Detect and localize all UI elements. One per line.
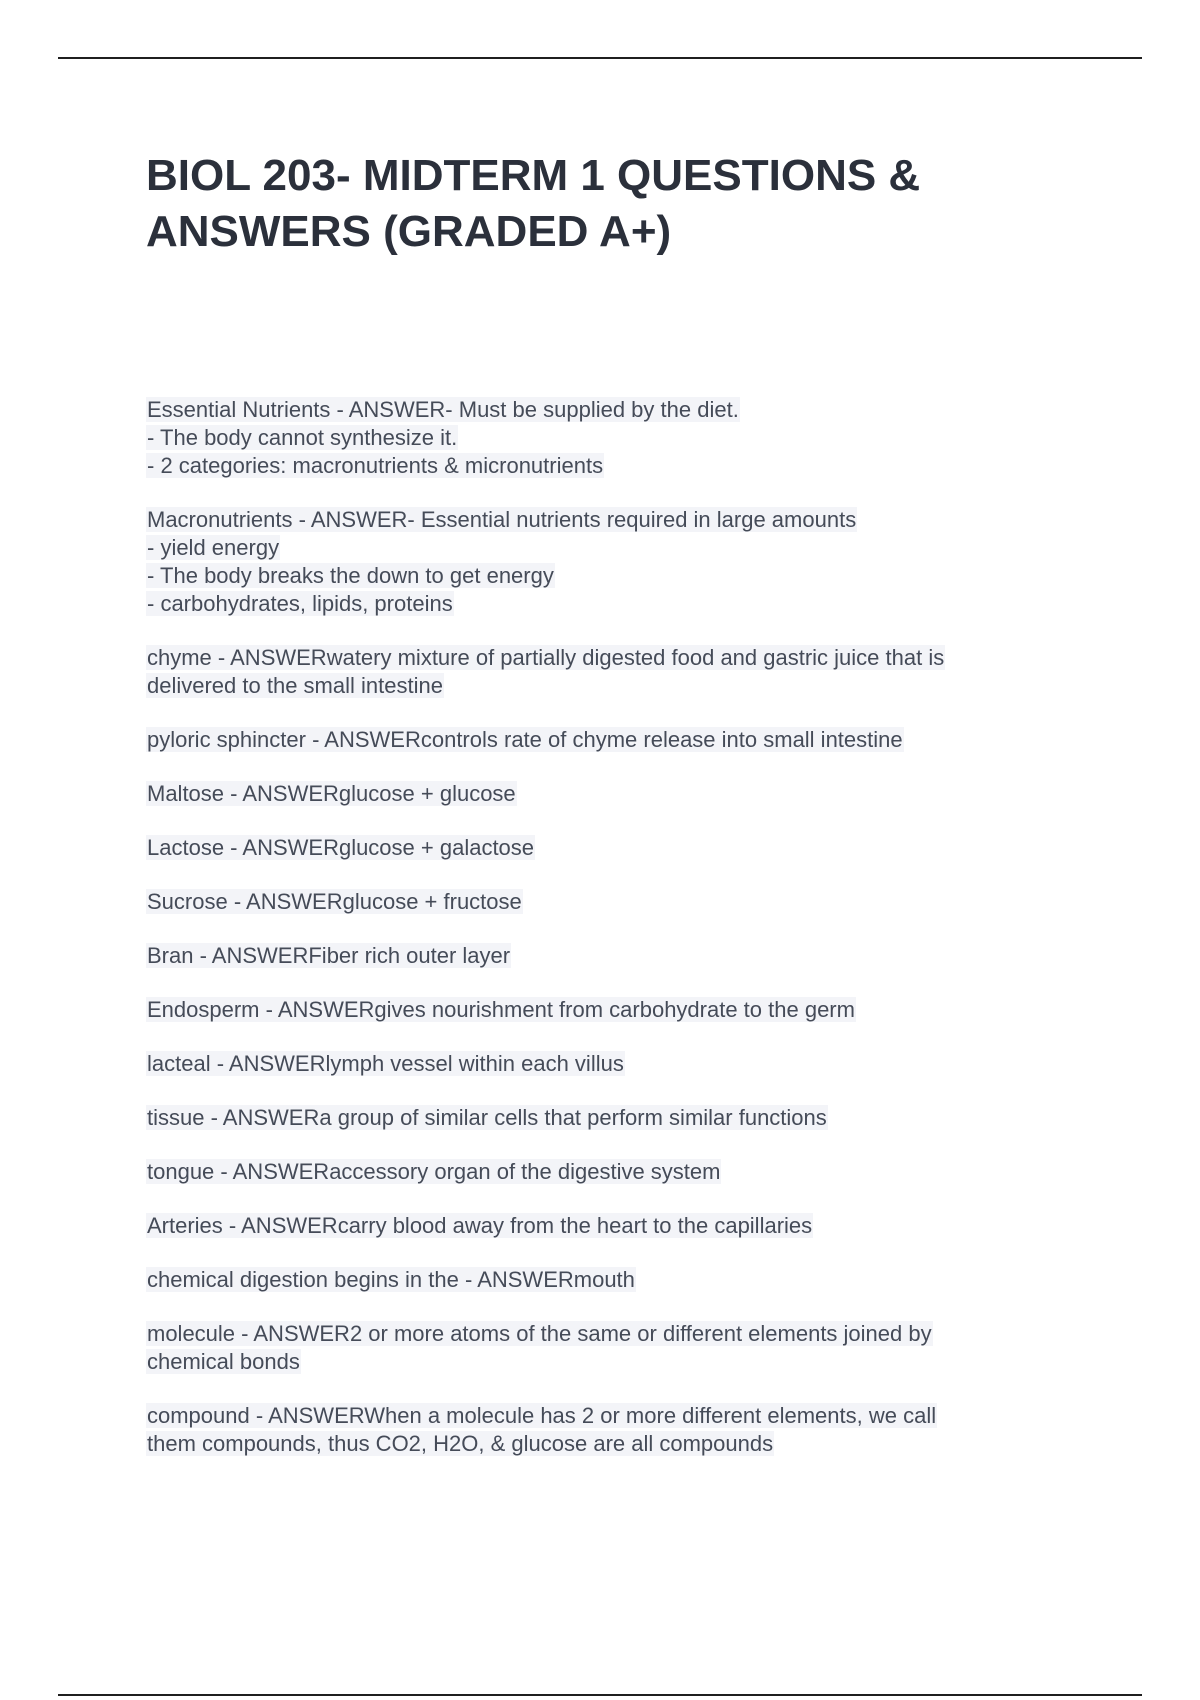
qa-entry-macronutrients — [146, 506, 1046, 618]
qa-line: compound - ANSWERWhen a molecule has 2 or more different elements, we call — [147, 1403, 937, 1428]
qa-entry-essential-nutrients — [146, 396, 1046, 480]
qa-line: lacteal - ANSWERlymph vessel within each villus — [147, 1051, 624, 1076]
qa-line: - yield energy — [147, 535, 280, 560]
qa-entry-tongue — [146, 1158, 1046, 1186]
qa-entry-sucrose — [146, 888, 1046, 916]
bottom-rule — [58, 1694, 1142, 1696]
qa-entry-tissue — [146, 1104, 1046, 1132]
qa-line: chemical digestion begins in the - ANSWERmouth — [147, 1267, 635, 1292]
qa-entry-endosperm — [146, 996, 1046, 1024]
qa-line: - The body cannot synthesize it. — [147, 425, 458, 450]
qa-list — [146, 396, 1046, 1484]
qa-entry-maltose — [146, 780, 1046, 808]
qa-entry-molecule — [146, 1320, 1046, 1376]
qa-line: Arteries - ANSWERcarry blood away from the heart to the capillaries — [147, 1213, 813, 1238]
qa-line: tissue - ANSWERa group of similar cells that perform similar functions — [147, 1105, 827, 1130]
qa-line: molecule - ANSWER2 or more atoms of the same or different elements joined by — [147, 1321, 932, 1346]
qa-line: chyme - ANSWERwatery mixture of partially digested food and gastric juice that is — [147, 645, 945, 670]
qa-line: them compounds, thus CO2, H2O, & glucose are all compounds — [147, 1431, 774, 1456]
qa-line: - 2 categories: macronutrients & micronutrients — [147, 453, 604, 478]
qa-entry-chyme — [146, 644, 1046, 700]
qa-entry-lactose — [146, 834, 1046, 862]
qa-line: Maltose - ANSWERglucose + glucose — [147, 781, 516, 806]
document-title: BIOL 203- MIDTERM 1 QUESTIONS & ANSWERS (GRADED A+) — [146, 151, 921, 256]
qa-line: - The body breaks the down to get energy — [147, 563, 554, 588]
qa-entry-pyloric-sphincter — [146, 726, 1046, 754]
qa-line: Lactose - ANSWERglucose + galactose — [147, 835, 535, 860]
qa-line: - carbohydrates, lipids, proteins — [147, 591, 453, 616]
top-rule — [58, 57, 1142, 59]
qa-line: Sucrose - ANSWERglucose + fructose — [147, 889, 522, 914]
qa-line: Essential Nutrients - ANSWER- Must be supplied by the diet. — [147, 397, 739, 422]
qa-entry-bran — [146, 942, 1046, 970]
qa-line: chemical bonds — [147, 1349, 300, 1374]
qa-line: Endosperm - ANSWERgives nourishment from carbohydrate to the germ — [147, 997, 855, 1022]
qa-entry-lacteal — [146, 1050, 1046, 1078]
qa-line: Macronutrients - ANSWER- Essential nutrients required in large amounts — [147, 507, 857, 532]
qa-line: Bran - ANSWERFiber rich outer layer — [147, 943, 511, 968]
qa-line: tongue - ANSWERaccessory organ of the digestive system — [147, 1159, 721, 1184]
qa-entry-arteries — [146, 1212, 1046, 1240]
qa-line: delivered to the small intestine — [147, 673, 443, 698]
qa-line: pyloric sphincter - ANSWERcontrols rate of chyme release into small intestine — [147, 727, 903, 752]
qa-entry-compound — [146, 1402, 1046, 1458]
qa-entry-chemical-digestion — [146, 1266, 1046, 1294]
